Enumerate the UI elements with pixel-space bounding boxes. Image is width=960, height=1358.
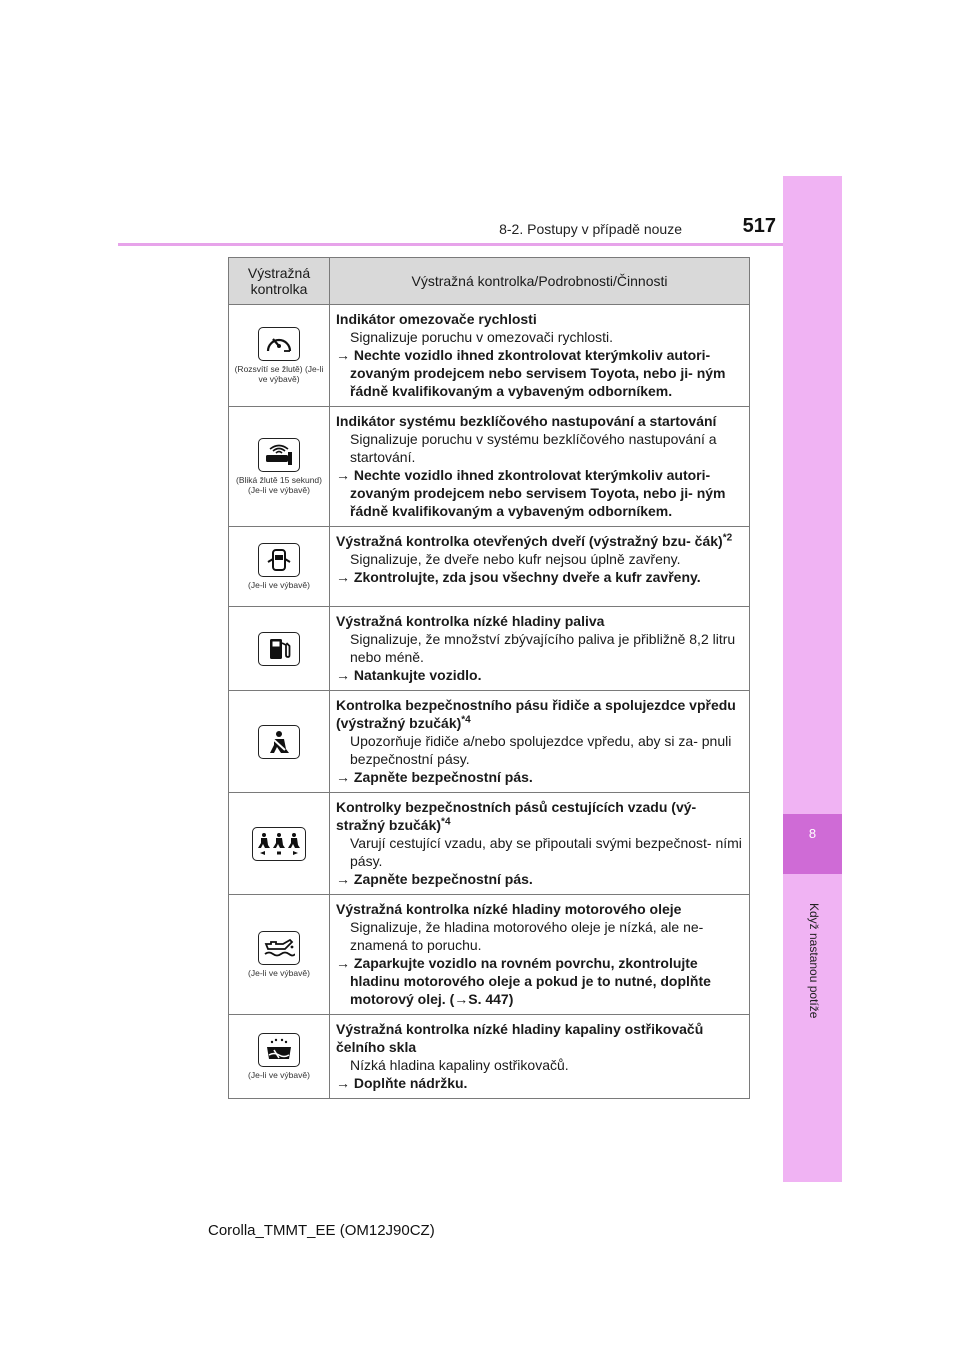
arrow-glyph: →: [336, 347, 350, 363]
row-action: → Zapněte bezpečnostní pás.: [336, 769, 533, 785]
footer-model-code: Corolla_TMMT_EE (OM12J90CZ): [208, 1222, 435, 1239]
header-rule: [118, 243, 783, 246]
row-description: Signalizuje, že dveře nebo kufr nejsou úplně zavřeny.: [350, 551, 681, 567]
fuel-pump-icon: [258, 632, 300, 666]
row-description: Signalizuje, že hladina motorového oleje je nízká, ale ne- znamená to poruchu.: [350, 919, 704, 953]
table-row: [229, 607, 750, 691]
rear-seatbelt-icon: [252, 827, 306, 861]
row-title: Kontrolky bezpečnostních pásů cestujících vzadu (vý- stražný bzučák)$^{*4}$: [336, 799, 697, 833]
row-description: Upozorňuje řidiče a/nebo spolujezdce vpředu, aby si za- pnuli bezpečnostní pásy.: [350, 733, 732, 767]
row-action: → Zaparkujte vozidlo na rovném povrchu, zkontrolujte hladinu motorového oleje a pokud je to nutné, doplňte motorový olej. (→S. 447): [336, 955, 711, 1007]
arrow-glyph: →: [336, 667, 350, 683]
chapter-number: 8: [808, 826, 817, 841]
table-row: [229, 527, 750, 607]
row-title: Indikátor systému bezklíčového nastupování a startování: [336, 413, 717, 429]
icon-note: (Bliká žlutě 15 sekund) (Je-li ve výbavě): [236, 475, 322, 495]
row-title: Výstražná kontrolka nízké hladiny paliva: [336, 613, 605, 629]
row-description: Signalizuje, že množství zbývajícího paliva je přibližně 8,2 litru nebo méně.: [350, 631, 736, 665]
arrow-glyph: →: [336, 769, 350, 785]
footnote-ref: *2: [722, 532, 733, 544]
row-title: Výstražná kontrolka nízké hladiny motorového oleje: [336, 901, 682, 917]
oil-level-icon: [258, 931, 300, 965]
row-title: Indikátor omezovače rychlosti: [336, 311, 537, 327]
row-description: Signalizuje poruchu v omezovači rychlosti.: [350, 329, 614, 345]
row-title: Výstražná kontrolka otevřených dveří (výstražný bzu- čák)$^{*2}$: [336, 532, 733, 549]
table-row: [229, 305, 750, 407]
chapter-side-strip: [783, 176, 842, 1182]
chapter-tab: [783, 814, 842, 874]
section-title: 8-2. Postupy v případě nouze: [499, 221, 682, 237]
arrow-glyph: →: [336, 1075, 350, 1091]
icon-note: (Rozsvítí se žlutě) (Je-li ve výbavě): [234, 364, 324, 384]
smart-key-icon: [258, 438, 300, 472]
arrow-glyph: →: [336, 569, 350, 585]
table-row: [229, 691, 750, 793]
footnote-ref: *4: [441, 816, 451, 828]
page-number: 517: [742, 215, 776, 237]
speed-limiter-icon: [258, 327, 300, 361]
arrow-glyph: →: [336, 955, 350, 971]
row-action: → Nechte vozidlo ihned zkontrolovat kterýmkoliv autori- zovaným prodejcem nebo servisem Toyota, nebo ji- ným řádně kvalifikovaným a vybaveným odborníkem.: [336, 347, 726, 399]
row-title: Výstražná kontrolka nízké hladiny kapaliny ostřikovačů čelního skla: [336, 1021, 704, 1055]
table-row: [229, 407, 750, 527]
row-action: → Nechte vozidlo ihned zkontrolovat kterýmkoliv autori- zovaným prodejcem nebo servisem Toyota, nebo ji- ným řádně kvalifikovaným a vybaveným odborníkem.: [336, 467, 726, 519]
table-row: [229, 1015, 750, 1099]
row-action: → Zkontrolujte, zda jsou všechny dveře a kufr zavřeny.: [336, 569, 701, 585]
footnote-ref: *4: [461, 714, 471, 726]
arrow-glyph: →: [336, 467, 350, 483]
table-row: [229, 895, 750, 1015]
arrow-glyph: →: [336, 871, 350, 887]
row-title: Kontrolka bezpečnostního pásu řidiče a spolujezdce vpředu (výstražný bzučák)$^{*4}$: [336, 697, 736, 731]
icon-note: (Je-li ve výbavě): [248, 1069, 310, 1080]
row-action: → Natankujte vozidlo.: [336, 667, 482, 683]
row-action: → Doplňte nádržku.: [336, 1075, 468, 1091]
row-description: Nízká hladina kapaliny ostřikovačů.: [350, 1057, 569, 1073]
col-header-details: Výstražná kontrolka/Podrobnosti/Činnosti: [330, 258, 750, 305]
seatbelt-icon: [258, 725, 300, 759]
row-action: → Zapněte bezpečnostní pás.: [336, 871, 533, 887]
table-row: [229, 793, 750, 895]
table-header-row: [229, 258, 750, 305]
col-header-light: Výstražná kontrolka: [229, 258, 330, 305]
icon-note: (Je-li ve výbavě): [248, 579, 310, 590]
door-open-icon: [258, 543, 300, 577]
chapter-title: Když nastanou potíže: [807, 903, 821, 1019]
washer-fluid-icon: [258, 1033, 300, 1067]
row-description: Signalizuje poruchu v systému bezklíčového nastupování a startování.: [350, 431, 717, 465]
warning-lights-table: [228, 257, 750, 1099]
icon-note: (Je-li ve výbavě): [248, 967, 310, 978]
row-description: Varují cestující vzadu, aby se připoutali svými bezpečnost- ními pásy.: [350, 835, 742, 869]
